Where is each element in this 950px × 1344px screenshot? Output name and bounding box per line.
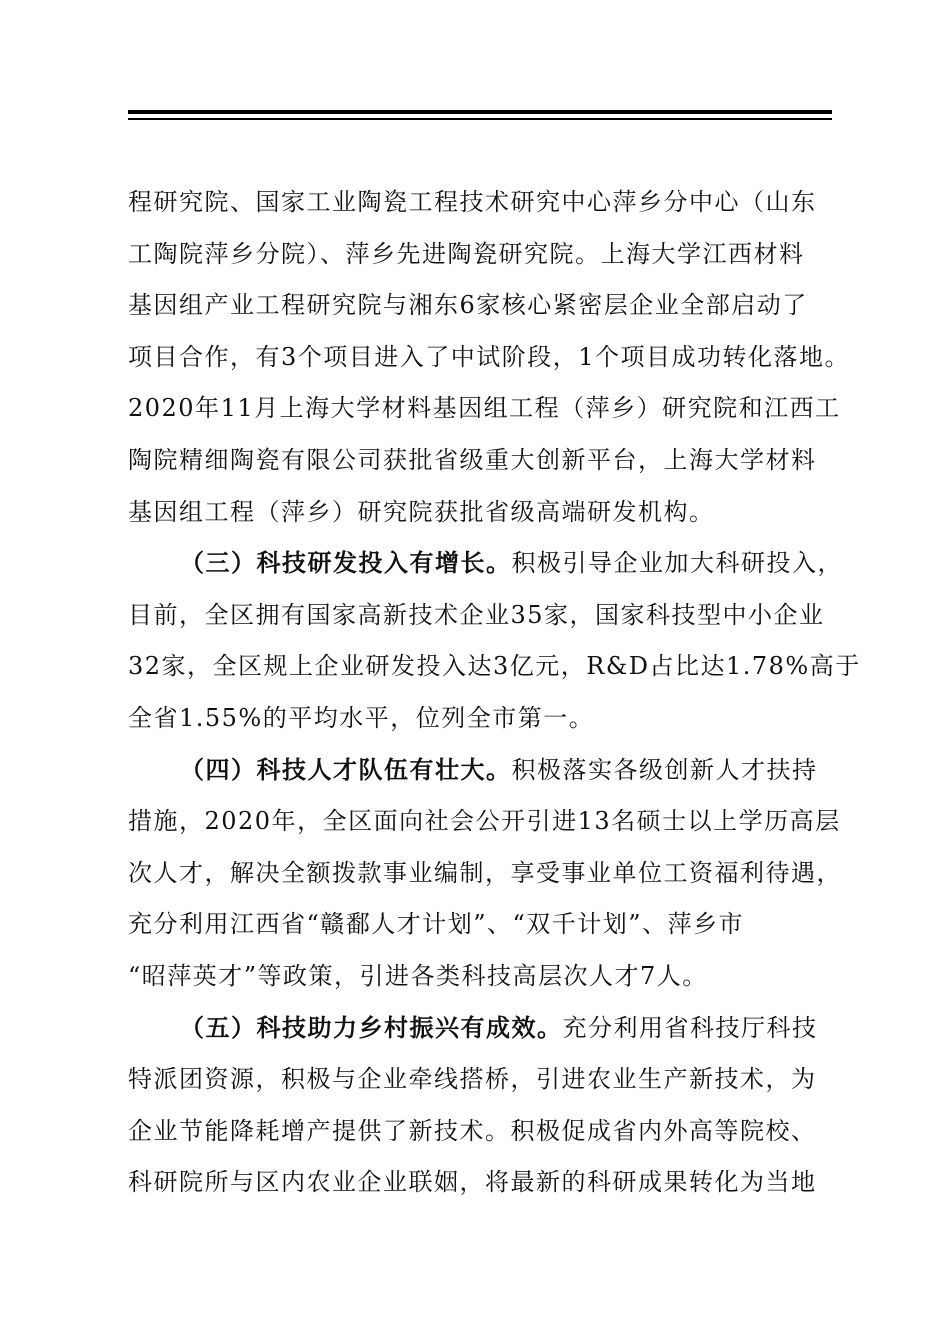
text-line: 陶院精细陶瓷有限公司获批省级重大创新平台，上海大学材料 bbox=[128, 445, 817, 474]
text-line: 措施，2020年，全区面向社会公开引进13名硕士以上学历高层 bbox=[128, 807, 841, 836]
text-line: 特派团资源，积极与企业牵线搭桥，引进农业生产新技术，为 bbox=[128, 1065, 817, 1094]
text-line: “昭萍英才”等政策，引进各类科技高层次人才7人。 bbox=[128, 961, 708, 990]
section-heading-four: （四）科技人才队伍有壮大。 bbox=[180, 754, 512, 784]
section-five-first-line: （五）科技助力乡村振兴有成效。充分利用省科技厅科技 bbox=[180, 1012, 818, 1042]
body-text bbox=[128, 182, 861, 1214]
text-line: 2020年11月上海大学材料基因组工程（萍乡）研究院和江西工 bbox=[128, 394, 841, 423]
text-line: 程研究院、国家工业陶瓷工程技术研究中心萍乡分中心（山东 bbox=[128, 188, 817, 216]
section-heading-three: （三）科技研发投入有增长。 bbox=[180, 548, 512, 578]
text-line: 32家，全区规上企业研发投入达3亿元，R&D占比达1.78%高于 bbox=[128, 652, 861, 681]
section-heading-five: （五）科技助力乡村振兴有成效。 bbox=[180, 1012, 563, 1042]
header-double-rule-thin bbox=[128, 118, 832, 120]
header-double-rule-thick bbox=[128, 110, 832, 114]
text-line: 基因组工程（萍乡）研究院获批省级高端研发机构。 bbox=[128, 497, 715, 526]
text-line: 充分利用江西省“赣鄱人才计划”、“双千计划”、萍乡市 bbox=[128, 910, 745, 939]
text-line: 科研院所与区内农业企业联姻，将最新的科研成果转化为当地 bbox=[128, 1168, 817, 1197]
text-line: 目前，全区拥有国家高新技术企业35家，国家科技型中小企业 bbox=[128, 600, 825, 629]
section-four-first-line: （四）科技人才队伍有壮大。积极落实各级创新人才扶持 bbox=[180, 754, 818, 784]
text-line: 次人才，解决全额拨款事业编制，享受事业单位工资福利待遇， bbox=[128, 858, 842, 887]
text-line: 项目合作，有3个项目进入了中试阶段，1个项目成功转化落地。 bbox=[128, 342, 851, 371]
section-three-first-line: （三）科技研发投入有增长。积极引导企业加大科研投入， bbox=[180, 548, 843, 578]
text-line: 基因组产业工程研究院与湘东6家核心紧密层企业全部启动了 bbox=[128, 291, 808, 320]
text-line: 工陶院萍乡分院）、萍乡先进陶瓷研究院。上海大学江西材料 bbox=[128, 239, 805, 268]
text-line: 企业节能降耗增产提供了新技术。积极促成省内外高等院校、 bbox=[128, 1116, 817, 1145]
text-line: 全省1.55%的平均水平，位列全市第一。 bbox=[128, 703, 595, 732]
